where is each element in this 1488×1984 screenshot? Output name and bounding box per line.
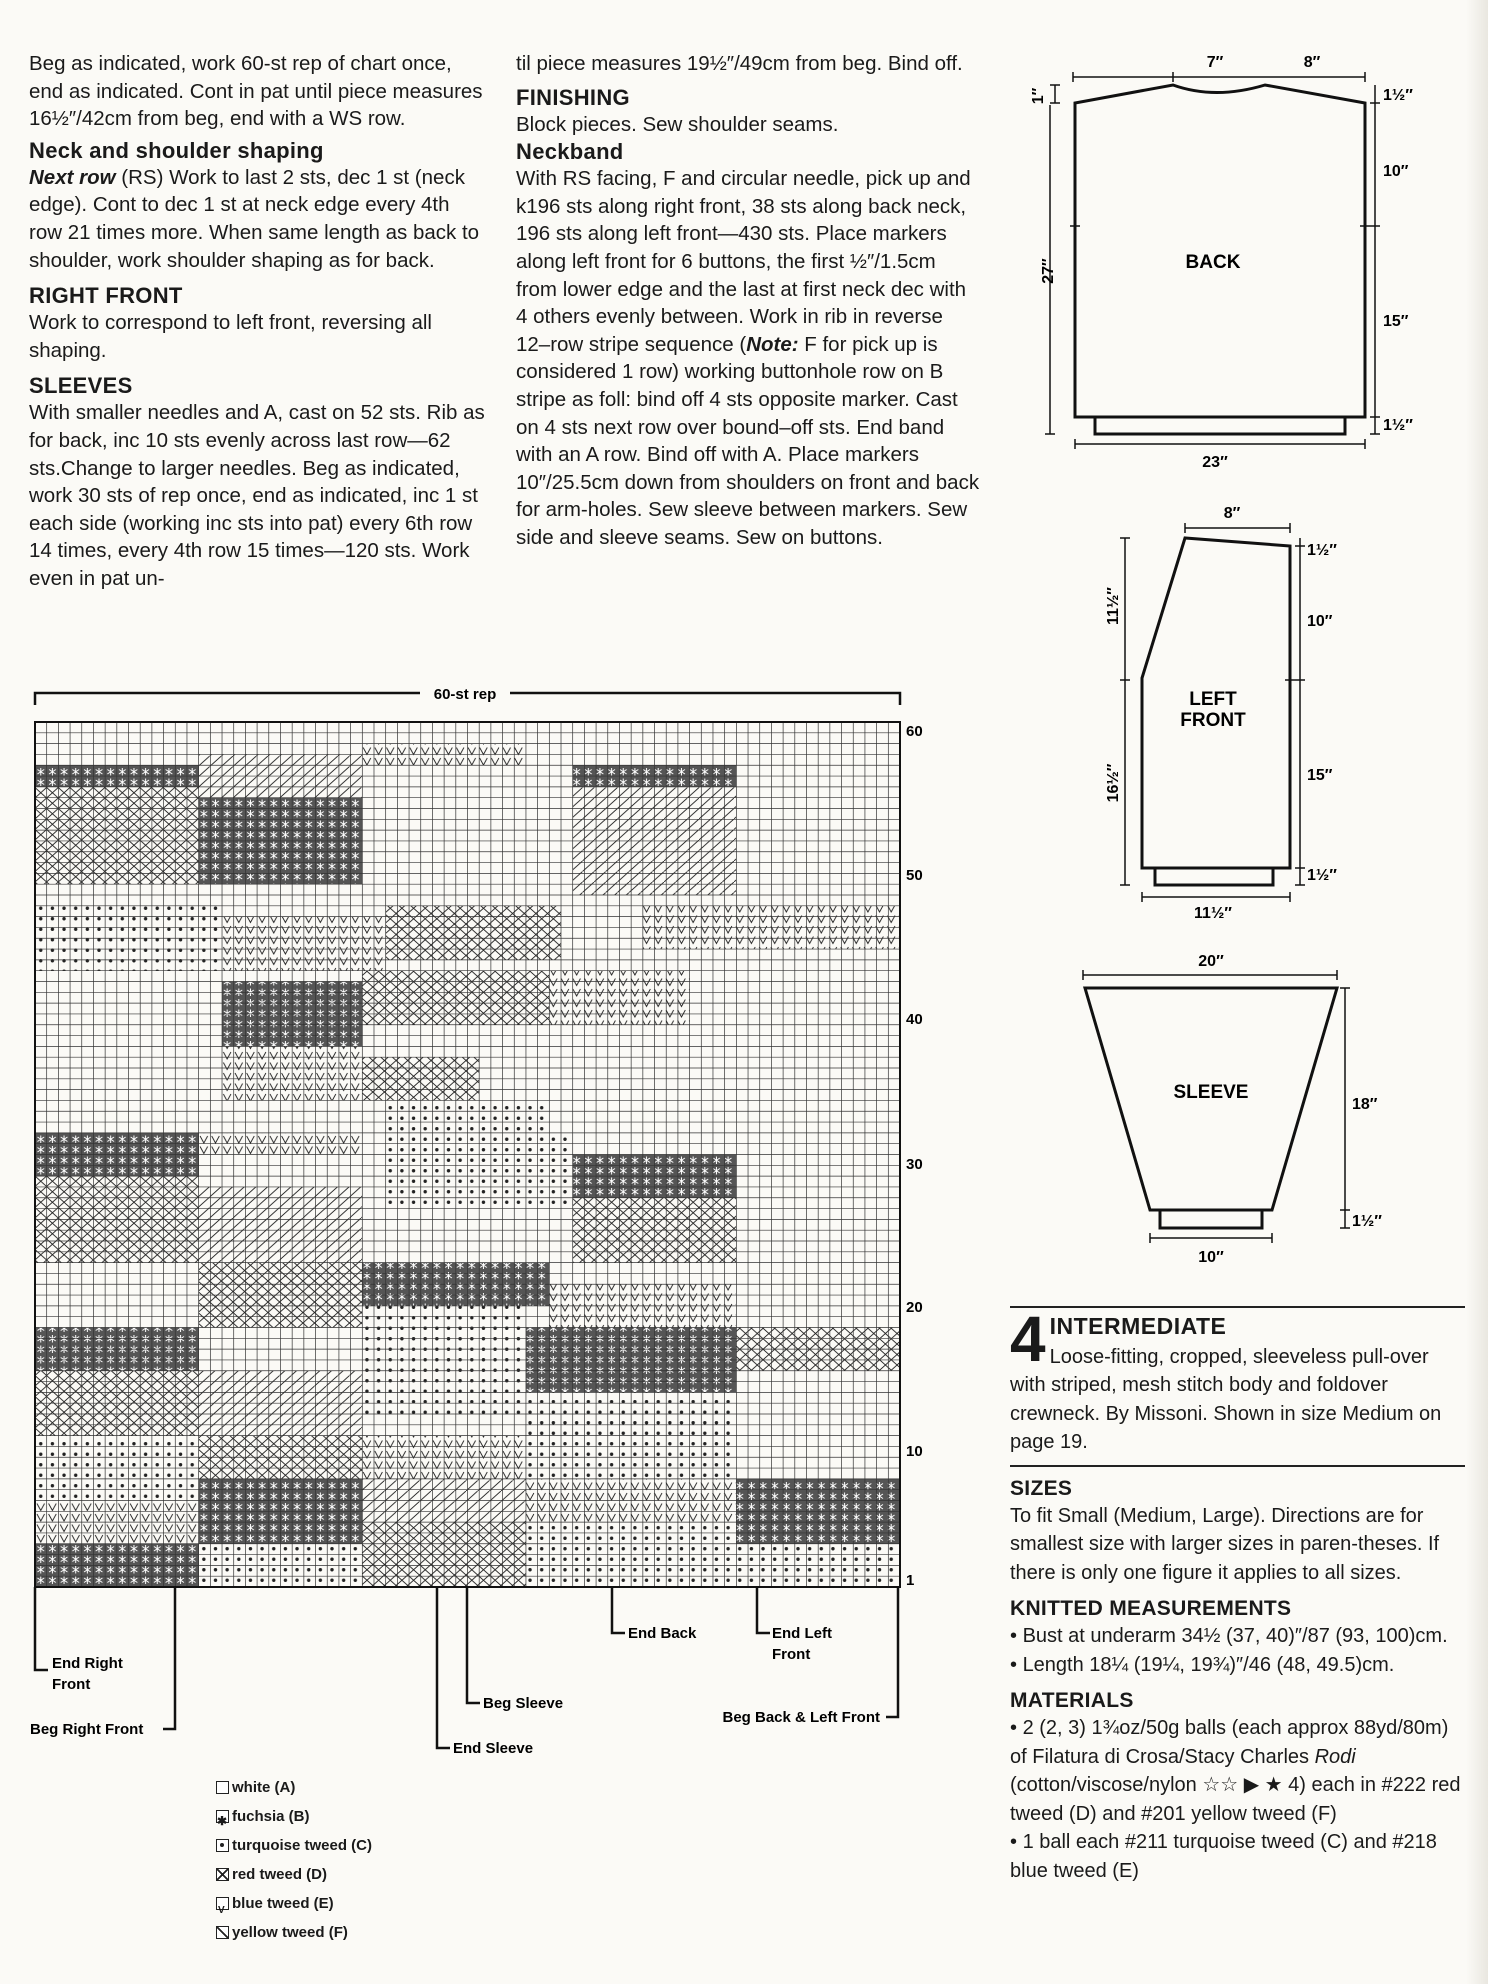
legend-item	[216, 1860, 372, 1889]
sleeve-bottom: 10″	[1198, 1249, 1224, 1266]
marker-beg-sleeve: Beg Sleeve	[483, 1695, 564, 1712]
body-paragraph: til piece measures 19½″/49cm from beg. Bind off.	[516, 52, 963, 75]
heading-materials: MATERIALS	[1010, 1689, 1134, 1712]
sleeve-r1: 18″	[1352, 1096, 1378, 1113]
level-number: 4	[1010, 1303, 1046, 1375]
pattern-info-panel	[1010, 1300, 1465, 1885]
lf-left-lower: 16½″	[1105, 763, 1122, 803]
back-left: 27″	[1040, 258, 1057, 284]
body-text: F for pick up is considered 1 row) working buttonhole row on B stripe as foll: bind off 4 sts opposite marker. Cast on 4 sts next row over bound–off sts. End band with an A row. Bind off with A. Place markers 10″/25.5cm down from shoulders on front and back for arm-holes. Sew sleeve between markers. Sew side and sleeve seams. Sew on buttons.	[516, 332, 980, 549]
marker-end-right-front: End Right Front	[52, 1655, 123, 1693]
legend-label: fuchsia (B)	[232, 1808, 310, 1825]
back-r1: 1½″	[1383, 87, 1413, 104]
measurement-item: • Bust at underarm 34½ (37, 40)″/87 (93, 100)cm.	[1010, 1625, 1448, 1647]
marker-beg-right-front: Beg Right Front	[30, 1721, 144, 1738]
note-lead: Note:	[746, 332, 799, 356]
lf-label-1: LEFT	[1189, 689, 1237, 710]
sizes-text: To fit Small (Medium, Large). Directions are for smallest size with larger sizes in paren-theses. If there is only one figure it applies to all sizes.	[1010, 1504, 1440, 1584]
body-paragraph: Block pieces. Sew shoulder seams.	[516, 112, 839, 136]
body-text: With RS facing, F and circular needle, pick up and k196 sts along right front, 38 sts along back neck, 196 sts along left front—430 sts. Place markers along left front for 6 buttons, the first ½″/1.5cm from lower edge and the last at first neck dec with 4 others evenly between. Work in rib in reverse 12–row stripe sequence (	[516, 167, 971, 356]
heading-sizes: SIZES	[1010, 1476, 1073, 1500]
row-label-30: 30	[906, 1156, 923, 1173]
schematic-left-front-labels	[1105, 505, 1337, 922]
marker-end-sleeve: End Sleeve	[453, 1740, 534, 1757]
divider	[1010, 1465, 1465, 1467]
back-r3: 15″	[1383, 313, 1409, 330]
measurement-text: Bust at underarm 34½ (37, 40)″/87 (93, 100)cm.	[1022, 1625, 1448, 1647]
sleeve-top: 20″	[1198, 953, 1224, 970]
material-text: 1 ball each #211 turquoise tweed (C) and #218 blue tweed (E)	[1010, 1831, 1437, 1882]
row-label-1: 1	[906, 1572, 915, 1589]
heading-finishing: FINISHING	[516, 84, 630, 110]
marker-end-left-front: End Left Front	[772, 1625, 832, 1663]
back-top-left: 7″	[1206, 54, 1224, 71]
marker-beg-back-left-front: Beg Back & Left Front	[722, 1709, 880, 1726]
lf-r2: 10″	[1307, 613, 1333, 630]
material-text: 2 (2, 3) 1¾oz/50g balls (each approx 88yd/80m) of Filatura di Crosa/Stacy Charles	[1010, 1717, 1449, 1768]
marker-end-back: End Back	[628, 1625, 697, 1642]
level-block	[1010, 1303, 1465, 1457]
legend-item	[216, 1918, 372, 1947]
chart-legend	[216, 1773, 372, 1947]
heading-right-front: RIGHT FRONT	[29, 283, 183, 309]
lf-r4: 1½″	[1307, 867, 1337, 884]
lf-left-upper: 11½″	[1105, 587, 1122, 625]
row-label-10: 10	[906, 1443, 923, 1460]
schematic-back-labels	[1030, 54, 1413, 471]
page-edge-shadow	[1466, 0, 1488, 1984]
chart-grid	[35, 722, 900, 1587]
body-text: (RS) Work to last 2 sts, dec 1 st (neck edge). Cont to dec 1 st at neck edge every 4th row 21 times more. When same length as back to shoulder, work shoulder shaping as for back.	[29, 165, 480, 272]
swatch-star-icon	[216, 1810, 229, 1823]
rep-bracket	[35, 686, 900, 705]
back-top-right: 8″	[1303, 54, 1321, 71]
back-bottom: 23″	[1202, 454, 1228, 471]
material-item: • 1 ball each #211 turquoise tweed (C) and #218 blue tweed (E)	[1010, 1831, 1437, 1882]
row-numbers	[906, 723, 923, 1589]
heading-neck-shaping: Neck and shoulder shaping	[29, 137, 324, 163]
legend-item	[216, 1889, 372, 1918]
schematic-sleeve-labels	[1174, 953, 1383, 1266]
legend-label: white (A)	[232, 1779, 296, 1796]
legend-label: blue tweed (E)	[232, 1895, 334, 1912]
chart-grid-lines	[35, 722, 900, 1587]
pattern-description: Loose-fitting, cropped, sleeveless pull-over with striped, mesh stitch body and foldover crewneck. By Missoni. Shown in size Medium on page 19.	[1010, 1345, 1442, 1453]
swatch-cross-icon	[216, 1868, 229, 1881]
row-label-20: 20	[906, 1299, 923, 1316]
run-in-lead: Next row	[29, 165, 116, 189]
legend-label: red tweed (D)	[232, 1866, 328, 1883]
legend-item	[216, 1802, 372, 1831]
material-text: (cotton/viscose/nylon ☆☆ ▶ ★ 4) each in #222 red tweed (D) and #201 yellow tweed (F)	[1010, 1774, 1461, 1825]
row-label-40: 40	[906, 1011, 923, 1028]
back-r4: 1½″	[1383, 417, 1413, 434]
swatch-vee-icon	[216, 1897, 229, 1910]
legend-item	[216, 1831, 372, 1860]
measurement-item: • Length 18¼ (19¼, 19¾)″/46 (48, 49.5)cm.	[1010, 1653, 1395, 1676]
heading-measurements: KNITTED MEASUREMENTS	[1010, 1597, 1292, 1620]
body-paragraph: With smaller needles and A, cast on 52 sts. Rib as for back, inc 10 sts evenly across last row—62 sts.Change to larger needles. Beg as indicated, work 30 sts of rep once, end as indicated, inc 1 st each side (working inc sts into pat) every 6th row 14 times, every 4th row 15 times—120 sts. Work even in pat un-	[29, 401, 485, 590]
lf-label-2: FRONT	[1180, 710, 1246, 731]
material-item: • 2 (2, 3) 1¾oz/50g balls (each approx 88yd/80m) of Filatura di Crosa/Stacy Charles Rodi (cotton/viscose/nylon ☆☆ ▶ ★ 4) each in #222 red tweed (D) and #201 yellow tweed (F)	[1010, 1717, 1461, 1825]
marker-labels	[30, 1625, 880, 1757]
legend-label: yellow tweed (F)	[232, 1924, 348, 1941]
lf-r3: 15″	[1307, 767, 1333, 784]
back-r2: 10″	[1383, 163, 1409, 180]
rep-label: 60-st rep	[433, 686, 497, 703]
row-label-60: 60	[906, 723, 923, 740]
swatch-white-icon	[216, 1781, 229, 1794]
measurement-text: Length 18¼ (19¼, 19¾)″/46 (48, 49.5)cm.	[1022, 1653, 1395, 1676]
back-label: BACK	[1185, 252, 1241, 273]
sleeve-r2: 1½″	[1352, 1213, 1382, 1230]
lf-r1: 1½″	[1307, 542, 1337, 559]
back-neck-drop: 1″	[1030, 87, 1047, 105]
swatch-slash-icon	[216, 1926, 229, 1939]
row-label-50: 50	[906, 867, 923, 884]
legend-item	[216, 1773, 372, 1802]
heading-neckband: Neckband	[516, 139, 624, 165]
yarn-name: Rodi	[1314, 1745, 1356, 1768]
chart-motif-block	[386, 906, 561, 960]
lf-bottom: 11½″	[1194, 905, 1232, 922]
body-paragraph: Beg as indicated, work 60-st rep of chart once, end as indicated. Cont in pat until piece measures 16½″/42cm from beg, end with a WS row.	[29, 52, 483, 131]
schematic-sleeve	[1083, 970, 1350, 1243]
heading-sleeves: SLEEVES	[29, 373, 133, 399]
sleeve-label: SLEEVE	[1173, 1082, 1249, 1103]
lf-top: 8″	[1223, 505, 1241, 522]
legend-label: turquoise tweed (C)	[232, 1837, 373, 1854]
swatch-dot-icon	[216, 1839, 229, 1852]
level-label: INTERMEDIATE	[1049, 1313, 1227, 1339]
divider	[1010, 1306, 1465, 1308]
body-paragraph: Work to correspond to left front, reversing all shaping.	[29, 311, 432, 362]
